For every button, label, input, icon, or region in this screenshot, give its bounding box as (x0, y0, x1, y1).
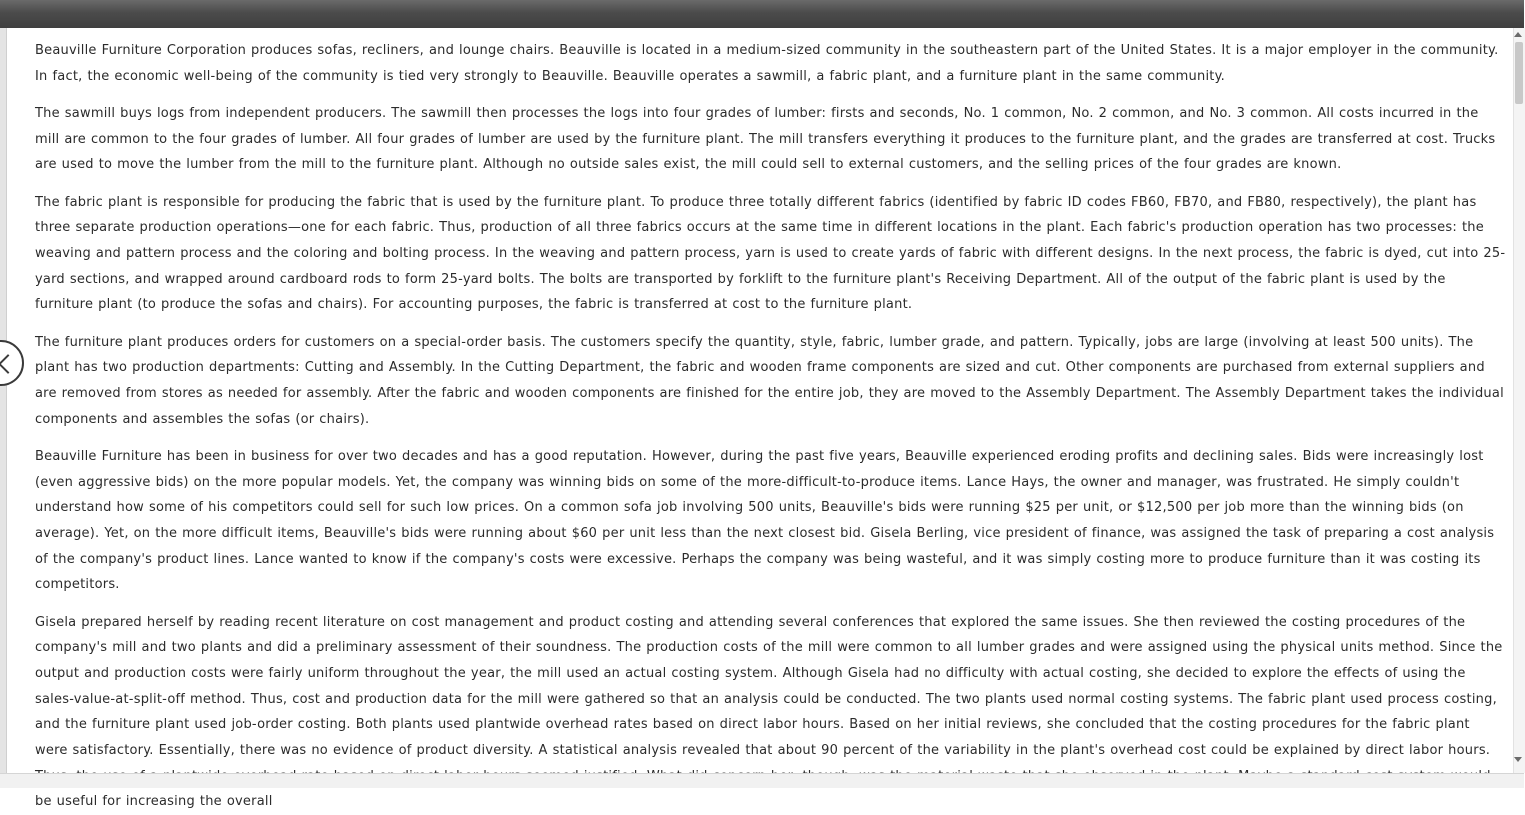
window-top-bar (0, 0, 1524, 28)
paragraph-4: The furniture plant produces orders for customers on a special-order basis. The customers specify the quantity, style, fabric, lumber grade, and pattern. Typically, jobs are large (involving at least 500 units). The plant has two production departments: Cutting and Assembly. In the Cutting Department, the fabric and wooden frame components are sized and cut. Other components are purchased from external suppliers and are removed from stores as needed for assembly. After the fabric and wooden components are finished for the entire job, they are moved to the Assembly Department. The Assembly Department takes the individual components and assembles the sofas (or chairs). (35, 334, 1504, 427)
window-bottom-bar (0, 773, 1524, 788)
paragraph-1: Beauville Furniture Corporation produces sofas, recliners, and lounge chairs. Beauville is located in a medium-sized community in the southeastern part of the United States. It is a major employer in the community. In fact, the economic well-being of the community is tied very strongly to Beauville. Beauville operates a sawmill, a fabric plant, and a furniture plant in the same community. (35, 43, 1499, 84)
vertical-scrollbar[interactable] (1513, 28, 1525, 773)
paragraph-5: Beauville Furniture has been in business for over two decades and has a good reputation. However, during the past five years, Beauville experienced eroding profits and declining sales. Bids were increasingly lost (even aggressive bids) on the more popular models. Yet, the company was winning bids on some of the more-difficult-to-produce items. Lance Hays, the owner and manager, was frustrated. He simply couldn't understand how some of his competitors could sell for such low prices. On a common sofa job involving 500 units, Beauville's bids were running $25 per unit, or $12,500 per job more than the winning bids (on average). Yet, on the more difficult items, Beauville's bids were running about $60 per unit less than the next closest bid. Gisela Berling, vice president of finance, was assigned the task of preparing a cost analysis of the company's product lines. Lance wanted to know if the company's costs were excessive. Perhaps the company was being wasteful, and it was simply costing more to produce furniture than it was costing its competitors. (35, 448, 1495, 593)
scrollbar-thumb[interactable] (1515, 42, 1523, 104)
chevron-left-icon (0, 354, 18, 374)
arrow-down-icon[interactable] (1514, 757, 1522, 762)
arrow-up-icon[interactable] (1514, 32, 1522, 37)
viewer-left-edge (0, 28, 7, 773)
document-content (35, 38, 1507, 810)
paragraph-3: The fabric plant is responsible for producing the fabric that is used by the furniture plant. To produce three totally different fabrics (identified by fabric ID codes FB60, FB70, and FB80, respectively), the plant has three separate production operations—one for each fabric. Thus, production of all three fabrics occurs at the same time in different locations in the plant. Each fabric's production operation has two processes: the weaving and pattern process and the coloring and bolting process. In the weaving and pattern process, yarn is used to create yards of fabric with different designs. In the next process, the fabric is dyed, cut into 25-yard sections, and wrapped around cardboard rods to form 25-yard bolts. The bolts are transported by forklift to the furniture plant's Receiving Department. All of the output of the fabric plant is used by the furniture plant (to produce the sofas and chairs). For accounting purposes, the fabric is transferred at cost to the furniture plant. (35, 194, 1506, 313)
paragraph-6: Gisela prepared herself by reading recent literature on cost management and product costing and attending several conferences that explored the same issues. She then reviewed the costing procedures of the company's mill and two plants and did a preliminary assessment of their soundness. The production costs of the mill were common to all lumber grades and were assigned using the physical units method. Since the output and production costs were fairly uniform throughout the year, the mill used an actual costing system. Although Gisela had no difficulty with actual costing, she decided to explore the effects of using the sales-value-at-split-off method. Thus, cost and production data for the mill were gathered so that an analysis could be conducted. The two plants used normal costing systems. The fabric plant used process costing, and the furniture plant used job-order costing. Both plants used plantwide overhead rates based on direct labor hours. Based on her initial reviews, she concluded that the costing procedures for the fabric plant were satisfactory. Essentially, there was no evidence of product diversity. A statistical analysis revealed that about 90 percent of the variability in the plant's overhead cost could be explained by direct labor hours. be useful for increasing the overall (35, 614, 1503, 810)
paragraph-2: The sawmill buys logs from independent producers. The sawmill then processes the logs into four grades of lumber: firsts and seconds, No. 1 common, No. 2 common, and No. 3 common. All costs incurred in the mill are common to the four grades of lumber. All four grades of lumber are used by the furniture plant. The mill transfers everything it produces to the furniture plant, and the grades are transferred at cost. Trucks are used to move the lumber from the mill to the furniture plant. Although no outside sales exist, the mill could sell to external customers, and the selling prices of the four grades are known. (35, 105, 1496, 173)
